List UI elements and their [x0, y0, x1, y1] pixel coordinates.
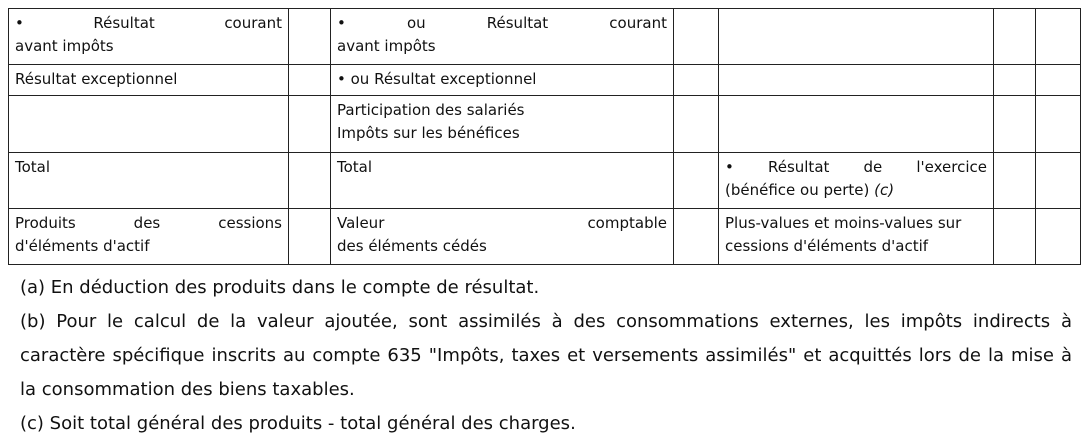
- bullet-icon: •: [15, 14, 24, 32]
- empty-cell: [1036, 9, 1081, 65]
- cell-text: courant: [224, 14, 282, 32]
- empty-cell: [994, 9, 1036, 65]
- empty-cell: [674, 96, 719, 153]
- cell-text: Résultat: [486, 14, 549, 32]
- cell-text: (bénéfice ou perte): [725, 181, 870, 199]
- cell-resultat-exercice: [719, 153, 994, 209]
- cell-text: Plus-values et moins-values sur: [725, 214, 962, 232]
- document-page: [8, 8, 1080, 441]
- cell-produits-cessions: [9, 209, 289, 265]
- cell-text: des éléments cédés: [337, 237, 487, 255]
- empty-cell: [1036, 96, 1081, 153]
- empty-cell: [1036, 153, 1081, 209]
- cell-plus-moins-values: [719, 209, 994, 265]
- empty-cell: [674, 65, 719, 96]
- cell-text: avant impôts: [337, 37, 436, 55]
- footnote-marker: (c): [874, 181, 895, 199]
- cell-text: Participation des salariés: [337, 101, 525, 119]
- table-row: [9, 9, 1081, 65]
- empty-cell: [289, 209, 331, 265]
- bullet-icon: •: [725, 158, 734, 176]
- cell-text: des: [133, 214, 161, 232]
- cell-text: Résultat: [93, 14, 155, 32]
- cell-valeur-comptable: [331, 209, 674, 265]
- table-row: [9, 153, 1081, 209]
- table-row: [9, 65, 1081, 96]
- cell-resultat-courant-middle: [331, 9, 674, 65]
- empty-cell: [289, 65, 331, 96]
- empty-cell: [289, 153, 331, 209]
- empty-cell: [9, 96, 289, 153]
- empty-cell: [994, 65, 1036, 96]
- cell-text: ou: [406, 14, 426, 32]
- cell-resultat-exceptionnel-left: Résultat exceptionnel: [9, 65, 289, 96]
- empty-cell: [674, 209, 719, 265]
- empty-cell: [994, 96, 1036, 153]
- empty-cell: [1036, 209, 1081, 265]
- footnote-a: (a) En déduction des produits dans le compte de résultat.: [20, 277, 540, 298]
- empty-cell: [719, 65, 994, 96]
- cell-total-left: Total: [9, 153, 289, 209]
- cell-text: de: [863, 158, 883, 176]
- table-row: [9, 209, 1081, 265]
- empty-cell: [994, 153, 1036, 209]
- result-table: [8, 8, 1081, 265]
- cell-total-middle: Total: [331, 153, 674, 209]
- cell-text: Résultat: [767, 158, 830, 176]
- cell-text: d'éléments d'actif: [15, 237, 150, 255]
- cell-text: cessions d'éléments d'actif: [725, 237, 929, 255]
- footnotes: [8, 271, 1080, 441]
- cell-text: comptable: [587, 214, 667, 232]
- empty-cell: [719, 9, 994, 65]
- cell-text: l'exercice: [916, 158, 987, 176]
- footnote-c: (c) Soit total général des produits - total général des charges.: [20, 413, 576, 434]
- cell-text: Impôts sur les bénéfices: [337, 124, 520, 142]
- cell-text: avant impôts: [15, 37, 114, 55]
- bullet-icon: •: [337, 14, 346, 32]
- empty-cell: [289, 96, 331, 153]
- empty-cell: [289, 9, 331, 65]
- cell-text: courant: [609, 14, 667, 32]
- footnote-b: (b) Pour le calcul de la valeur ajoutée, sont assimilés à des consommations externes, les impôts indirects à caractère spécifique inscrits au compte 635 "Impôts, taxes et versements assimilés" et acquittés lors de la mise à la consommation des biens taxables.: [20, 311, 1072, 400]
- empty-cell: [719, 96, 994, 153]
- cell-text: Produits: [15, 214, 76, 232]
- cell-text: cessions: [218, 214, 282, 232]
- empty-cell: [674, 153, 719, 209]
- cell-resultat-courant-left: [9, 9, 289, 65]
- cell-text: [725, 179, 987, 202]
- table-row: [9, 96, 1081, 153]
- cell-participation-impots: [331, 96, 674, 153]
- cell-text: Valeur: [337, 214, 385, 232]
- cell-resultat-exceptionnel-middle: • ou Résultat exceptionnel: [331, 65, 674, 96]
- empty-cell: [674, 9, 719, 65]
- empty-cell: [1036, 65, 1081, 96]
- empty-cell: [994, 209, 1036, 265]
